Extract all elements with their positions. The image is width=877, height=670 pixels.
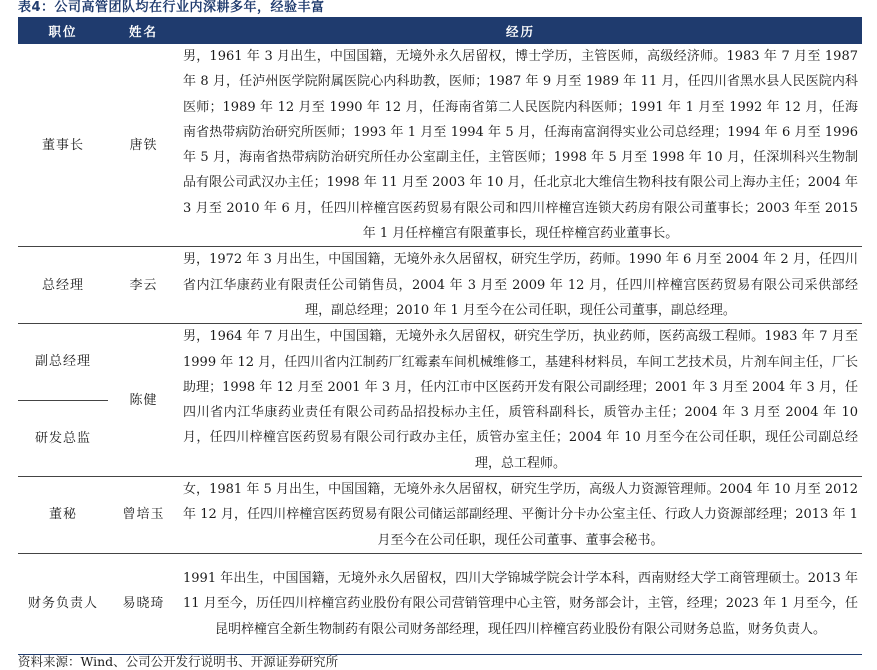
- name-cell: 易晓琦: [108, 553, 179, 654]
- name-cell: 陈健: [108, 324, 179, 477]
- experience-cell: 男，1961 年 3 月出生，中国国籍，无境外永久居留权，博士学历，主管医师，高级经济师。1983 年 7 月至 1987 年 8 月，任泸州医学院附属医院心内科助教，医师；1987 年 9 月至 1989 年 11 月，任四川省黑水县人民医院内科医师；1989 年 12 月至 1990 年 12 月，任海南省第二人民医院内科医师；1991 年 1 月至 1992 年 12 月，任海南省热带病防治研究所医师；1993 年 1 月至 1994 年 5 月，任海南富润得实业公司总经理；1994 年 6 月至 1996 年 5 月，海南省热带病防治研究所任办公室副主任，主管医师；1998 年 5 月至 1998 年 10 月，任深圳科兴生物制品有限公司武汉办主任；1998 年 11 月至 2003 年 10 月，任北京北大维信生物科技有限公司上海办主任；2004 年 3 月至 2010 年 6 月，任四川梓橦宫医药贸易有限公司和四川梓橦宫连锁大药房有限公司董事长；2003 年至 2015 年 1 月任梓橦宫有限董事长，现任梓橦宫药业董事长。: [179, 44, 862, 247]
- experience-cell: 男，1964 年 7 月出生，中国国籍，无境外永久居留权，研究生学历，执业药师，医药高级工程师。1983 年 7 月至 1999 年 12 月，任四川省内江制药厂红霉素车间机械维修工，基建科材料员，车间工艺技术员，片剂车间主任，厂长助理；1998 年 12 月至 2001 年 3 月，任内江市中区医药开发有限公司副经理；2001 年 3 月至 2004 年 3 月，任四川省内江华康药业责任有限公司药品招投标办主任，质管科副科长，质管办主任；2004 年 3 月至 2004 年 10 月，任四川梓橦宫医药贸易有限公司行政办主任，质管办室主任；2004 年 10 月至今在公司任职，现任公司副总经理，总工程师。: [179, 324, 862, 477]
- header-name: 姓名: [108, 17, 179, 44]
- header-experience: 经历: [179, 17, 862, 44]
- split-position: [18, 324, 108, 476]
- table-row: [18, 553, 862, 654]
- table-row: [18, 44, 862, 247]
- position-cell: 董事长: [18, 44, 108, 247]
- header-position: 职位: [18, 17, 108, 44]
- position-vice-gm: 副总经理: [18, 324, 108, 400]
- table-row: [18, 477, 862, 554]
- source-note: 资料来源：Wind、公司公开发行说明书、开源证券研究所: [18, 654, 339, 669]
- table-row: [18, 324, 862, 477]
- position-cell: 总经理: [18, 247, 108, 324]
- position-rd-director: 研发总监: [34, 430, 91, 446]
- name-cell: 唐铁: [108, 44, 179, 247]
- name-cell: 李云: [108, 247, 179, 324]
- executive-team-table: [18, 17, 862, 655]
- position-cell: 董秘: [18, 477, 108, 554]
- position-cell: 财务负责人: [18, 553, 108, 654]
- position-cell-split: [18, 324, 108, 477]
- experience-cell: 男，1972 年 3 月出生，中国国籍，无境外永久居留权，研究生学历，药师。1990 年 6 月至 2004 年 2 月，任四川省内江华康药业有限责任公司销售员，2004 年 3 月至 2009 年 12 月，任四川梓橦宫医药贸易有限公司采供部经理，副总经理；2010 年 1 月至今在公司任职，现任公司董事，副总经理。: [179, 247, 862, 324]
- experience-cell: 1991 年出生，中国国籍，无境外永久居留权，四川大学锦城学院会计学本科，西南财经大学工商管理硕士。2013 年 11 月至今，历任四川梓橦宫药业股份有限公司营销管理中心主管，财务部会计，主管，经理；2023 年 1 月至今，任昆明梓橦宫全新生物制药有限公司财务部经理，现任四川梓橦宫药业股份有限公司财务总监，财务负责人。: [179, 553, 862, 654]
- name-cell: 曾培玉: [108, 477, 179, 554]
- table-row: [18, 247, 862, 324]
- table-title: 表4：公司高管团队均在行业内深耕多年，经验丰富: [18, 0, 325, 15]
- experience-cell: 女，1981 年 5 月出生，中国国籍，无境外永久居留权，研究生学历，高级人力资源管理师。2004 年 10 月至 2012 年 12 月，任四川梓橦宫医药贸易有限公司储运部副经理、平衡计分卡办公室主任、行政人力资源部经理；2013 年 1 月至今在公司任职，现任公司董事、董事会秘书。: [179, 477, 862, 554]
- table-header-row: [18, 17, 862, 44]
